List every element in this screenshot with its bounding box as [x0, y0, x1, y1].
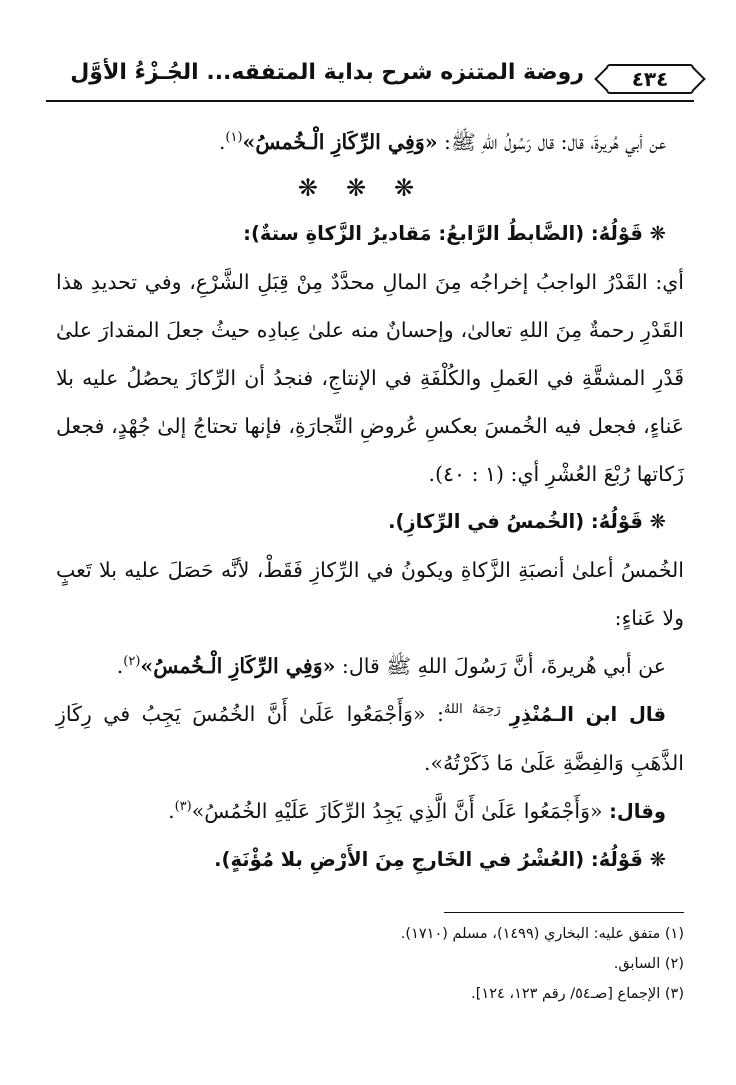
ijma-paragraph: [56, 787, 684, 836]
quote-text: «وَأَجْمَعُوا عَلَىٰ أَنَّ الَّذِي يَجِدُ الرِّكَازَ عَلَيْهِ الخُمُسُ»: [191, 799, 610, 823]
bullet-icon: ❋: [649, 848, 666, 871]
honorific: رَحِمَهُ اللهُ: [443, 702, 510, 718]
footnote-1: (١) متفق عليه: البخاري (١٤٩٩)، مسلم (١٧١٠).: [400, 926, 684, 942]
heading-label: قَوْلُهُ:: [590, 848, 643, 871]
footnote-ref: (٢): [123, 654, 141, 670]
hadith-quote: «وَفِي الرِّكَازِ الْـخُمسُ»: [140, 654, 336, 678]
bullet-icon: ❋: [649, 510, 666, 533]
section-heading-2: [56, 498, 684, 546]
punctuation: .: [116, 654, 124, 678]
header-rule: [46, 100, 694, 102]
page-header: [46, 58, 694, 98]
page-number: ٤٣٤: [606, 64, 694, 94]
section-divider-stars: ❋❋❋: [297, 174, 443, 202]
section-heading-1: [56, 210, 684, 258]
heading-text: (الضَّابطُ الرَّابعُ: مَقاديرُ الزَّكاةِ ستةٌ):: [243, 222, 591, 245]
khums-paragraph: الخُمسُ أعلىٰ أنصبَةِ الزَّكاةِ ويكونُ في الرِّكازِ فَقَطْ، لأنَّه حَصَلَ عليه بلا تَعبٍ ولا عَناءٍ:: [56, 558, 684, 630]
heading-text: (العُشْرُ في الخَارجِ مِنَ الأَرْضِ بلا مُؤْنَةٍ).: [214, 848, 591, 871]
footnote-rule: [444, 912, 684, 913]
section-heading-3: [56, 836, 684, 884]
punctuation: .: [218, 130, 226, 154]
heading-label: قَوْلُهُ:: [590, 222, 643, 245]
speaker-label: قال ابن الـمُنْذِرِ: [509, 703, 666, 726]
footnote-ref: (٣): [174, 799, 192, 815]
footnotes: [56, 912, 684, 1009]
footnote-ref: (١): [225, 130, 243, 146]
ibn-mundhir-paragraph: [56, 690, 684, 787]
hadith-paragraph-2: [56, 642, 684, 690]
paragraph-text: عن أبي هُريرةَ، أنَّ رَسُولَ اللهِ ﷺ قال:: [335, 654, 666, 678]
heading-text: (الخُمسُ في الرِّكازِ).: [388, 510, 591, 533]
explanation-paragraph: أي: القَدْرُ الواجبُ إخراجُه مِنَ المالِ محدَّدٌ مِنْ قِبَلِ الشَّرْعِ، وفي تحديدِ هذا القَدْرِ رحمةٌ مِنَ اللهِ تعالىٰ، وإحسانٌ منه علىٰ عِبادِه حيثُ جعلَ المقدارَ علىٰ قَدْرِ المشقَّةِ في العَملِ والكُلْفَةِ في الإنتاجِ، فنجدُ أن الرِّكازَ يحصُلُ عليه بلا عَناءٍ، فجعل فيه الخُمسَ بعكسِ عُروضِ التِّجارَةِ، فإنها تحتاجُ إلىٰ جُهْدٍ، فجعل زَكاتها رُبْعَ العُشْرِ أي: (١ : ٤٠).: [56, 270, 684, 486]
paragraph-text: عن أبي هُريرةَ، قال: قال رَسُولُ اللهِ ﷺ:: [437, 130, 666, 154]
quote-text: : «وَأَجْمَعُوا عَلَىٰ أَنَّ الخُمُسَ يَجِبُ في رِكَازِ الذَّهَبِ وَالفِضَّةِ عَلَىٰ مَا ذَكَرْتُهُ».: [56, 702, 684, 775]
bullet-icon: ❋: [649, 222, 666, 245]
footnote-2: (٢) السابق.: [613, 956, 684, 972]
speaker-label: وقال:: [609, 800, 666, 823]
heading-label: قَوْلُهُ:: [590, 510, 643, 533]
running-title: روضة المتنزه شرح بداية المتفقه... الجُـزْءُ الأوَّل: [70, 60, 584, 85]
hadith-paragraph-1: [56, 118, 684, 166]
punctuation: .: [168, 799, 175, 823]
footnote-3: (٣) الإجماع [صـ٥٤/ رقم ١٢٣، ١٢٤].: [471, 986, 684, 1002]
main-text: [56, 118, 684, 884]
hadith-quote: «وَفِي الرِّكَازِ الْـخُمسُ»: [242, 130, 438, 154]
